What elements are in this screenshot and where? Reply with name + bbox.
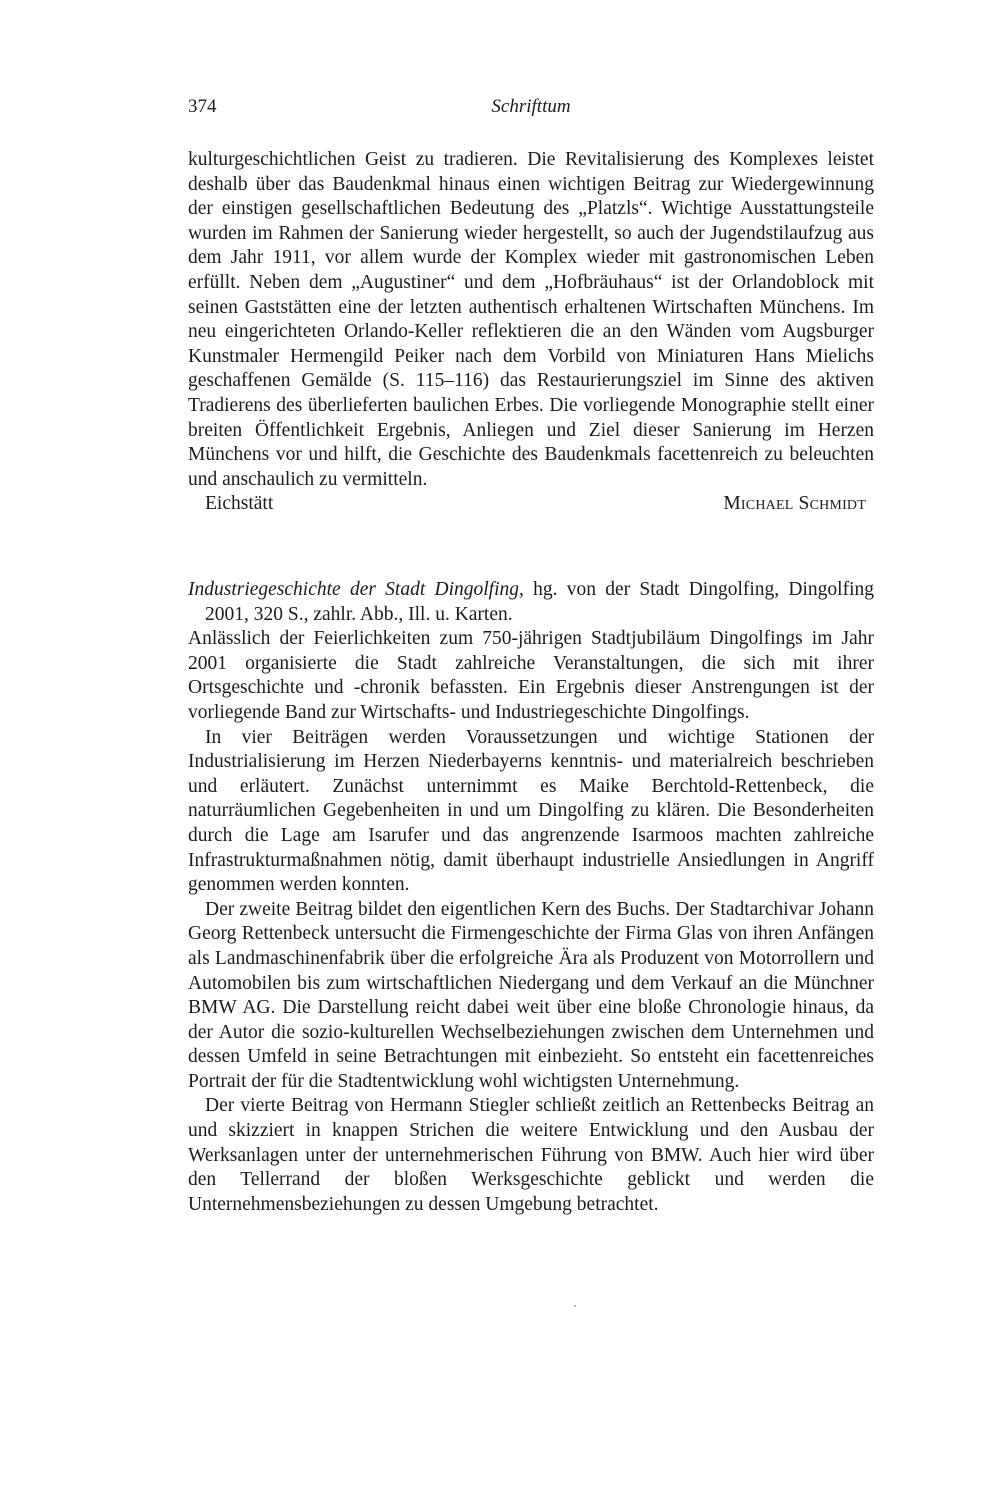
- bibliographic-citation: [188, 578, 874, 627]
- running-head: [188, 96, 874, 124]
- review-paragraph: Der zweite Beitrag bildet den eigentlichen Kern des Buchs. Der Stadtarchivar Johann Georg Rettenbeck untersucht die Firmengeschichte der Firma Glas von ihren Anfängen als Landmaschinenfabrik über die erfolgreiche Ära als Produzent von Motorrollern und Automobilen bis zum wirtschaftlichen Niedergang und dem Verkauf an die Münchner BMW AG. Die Darstellung reicht dabei weit über eine bloße Chronologie hinaus, da der Autor die sozio-kulturellen Wechselbeziehungen zwischen dem Unternehmen und dessen Umfeld in seine Betrachtungen mit einbezieht. So entsteht ein facettenreiches Portrait der für die Stadtentwicklung wohl wichtigsten Unternehmung.: [188, 898, 874, 1092]
- signature-author: Michael Schmidt: [723, 493, 866, 515]
- review-dingolfing: [188, 578, 874, 1217]
- section-title: Schrifttum: [491, 96, 571, 117]
- citation-details: hg. von der Stadt Dingolfing, Dingolfing 2001, 320 S., zahlr. Abb., Ill. u. Karten.: [205, 579, 874, 625]
- page-number: 374: [188, 96, 217, 117]
- signature-place: Eichstätt: [205, 493, 274, 515]
- scan-speck: [574, 1305, 576, 1307]
- review-signature: [188, 492, 874, 517]
- review-paragraph: In vier Beiträgen werden Voraussetzungen und wichtige Stationen der Industrialisierung im Herzen Niederbayerns kenntnis- und materialreich beschrieben und erläutert. Zunächst unternimmt es Maike Berchtold-Rettenbeck, die naturräumlichen Gegebenheiten in und um Dingolfing zu klären. Die Besonderheiten durch die Lage am Isarufer und das angrenzende Isarmoos machten zahlreiche Infrastrukturmaßnahmen nötig, damit überhaupt industrielle Ansiedlungen in Angriff genommen werden konnten.: [188, 726, 874, 896]
- review-paragraph: Der vierte Beitrag von Hermann Stiegler schließt zeitlich an Rettenbecks Beitrag an und skizziert in knappen Strichen die weitere Entwicklung und den Ausbau der Werksanlagen unter der unternehmerischen Führung von BMW. Auch hier wird über den Tellerrand der bloßen Werksgeschichte geblickt und werden die Unternehmensbeziehungen zu dessen Umgebung betrachtet.: [188, 1095, 874, 1215]
- citation-title: Industriegeschichte der Stadt Dingolfing,: [188, 579, 524, 600]
- review-paragraph: kulturgeschichtlichen Geist zu tradieren. Die Revitalisierung des Komplexes leistet deshalb über das Baudenkmal hinaus einen wichtigen Beitrag zur Wiedergewinnung der einstigen gesellschaftlichen Bedeutung des „Platzls“. Wichtige Ausstattungsteile wurden im Rahmen der Sanierung wieder hergestellt, so auch der Jugendstilaufzug aus dem Jahr 1911, vor allem wurde der Komplex wieder mit gastronomischen Leben erfüllt. Neben dem „Augustiner“ und dem „Hofbräuhaus“ ist der Orlandoblock mit seinen Gaststätten eine der letzten authentisch erhaltenen Wirtschaften Münchens. Im neu eingerichteten Orlando-Keller reflektieren die an den Wänden vom Augsburger Kunstmaler Hermengild Peiker nach dem Vorbild von Miniaturen Hans Mielichs geschaffenen Gemälde (S. 115–116) das Restaurierungsziel im Sinne des aktiven Tradierens des überlieferten baulichen Erbes. Die vorliegende Monographie stellt einer breiten Öffentlichkeit Ergebnis, Anliegen und Ziel dieser Sanierung im Herzen Münchens vor und hilft, die Geschichte des Baudenkmals facettenreich zu beleuchten und anschaulich zu vermitteln.: [188, 149, 874, 490]
- review-paragraph: Anlässlich der Feierlichkeiten zum 750-jährigen Stadtjubiläum Dingolfings im Jahr 2001 organisierte die Stadt zahlreiche Veranstaltungen, die sich mit ihrer Ortsgeschichte und -chronik befassten. Ein Ergebnis dieser Anstrengungen ist der vorliegende Band zur Wirtschafts- und Industriegeschichte Dingolfings.: [188, 628, 874, 723]
- review-continuation: [188, 148, 874, 517]
